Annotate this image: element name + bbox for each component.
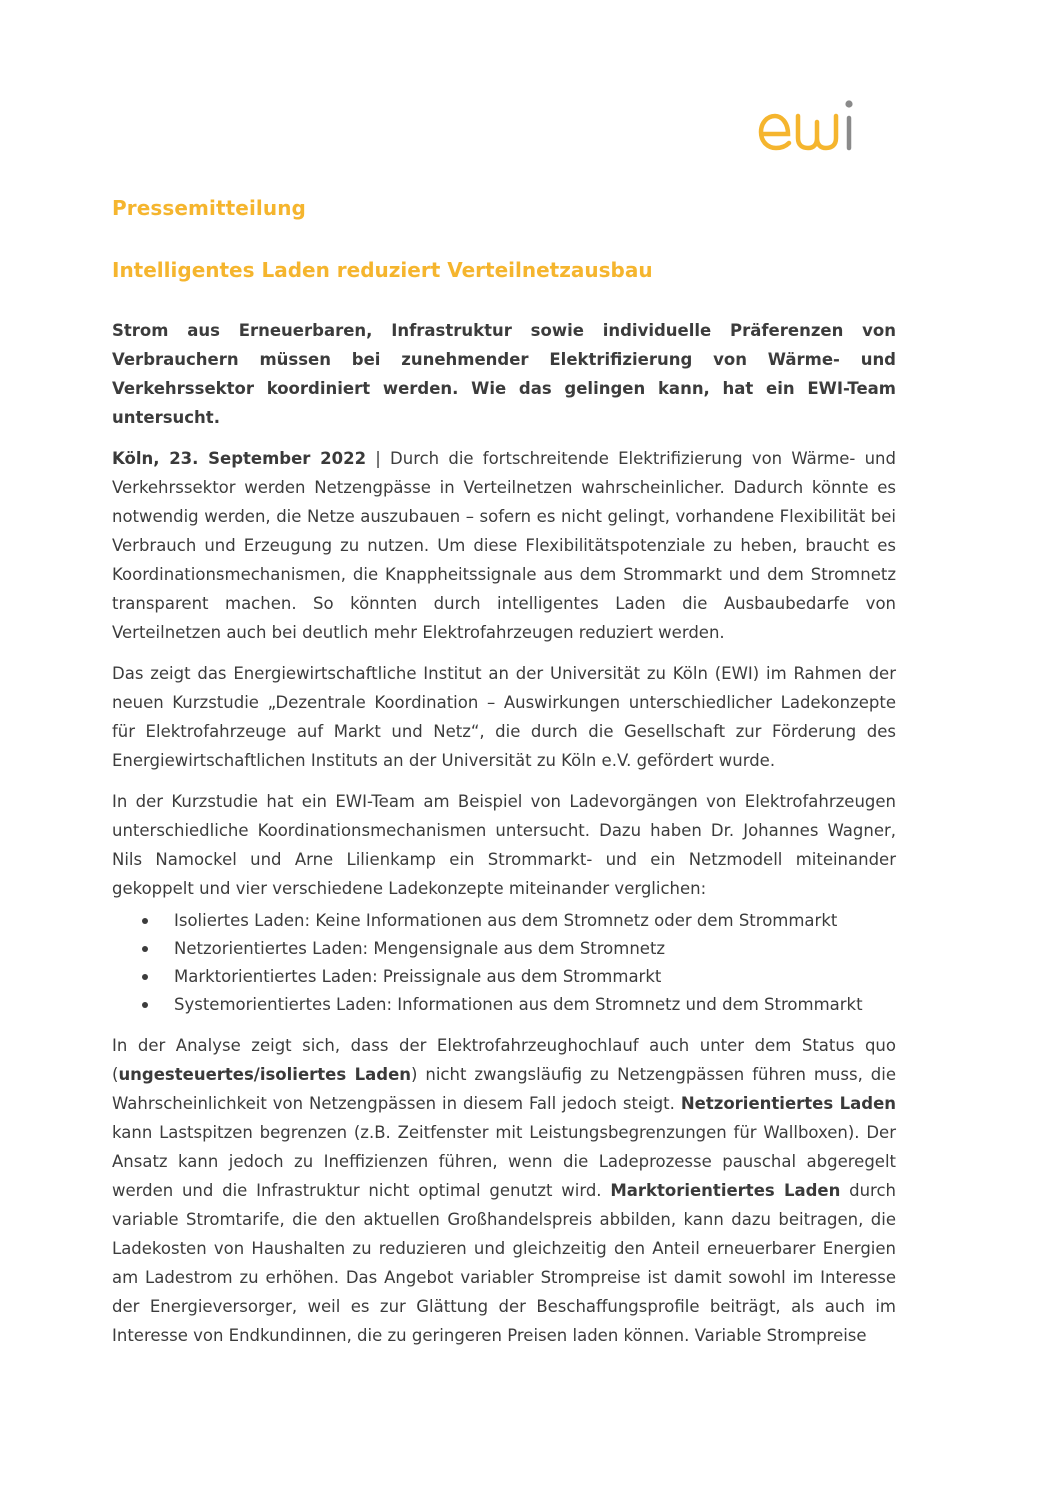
list-item: Systemorientiertes Laden: Informationen aus dem Stromnetz und dem Strommarkt <box>112 991 896 1019</box>
ewi-logo-mark <box>748 92 878 162</box>
list-item: Netzorientiertes Laden: Mengensignale aus dem Stromnetz <box>112 935 896 963</box>
emphasis: ungesteuertes/isoliertes Laden <box>118 1065 412 1084</box>
ewi-logo <box>748 92 878 162</box>
lead-paragraph: Strom aus Erneuerbaren, Infrastruktur sowie individuelle Präferenzen von Verbrauchern müssen bei zunehmender Elektrifizierung von Wärme- und Verkehrssektor koordiniert werden. Wie das gelingen kann, hat ein EWI-Team untersucht. <box>112 321 896 427</box>
emphasis: Marktorientiertes Laden <box>610 1181 841 1200</box>
paragraph-3: In der Kurzstudie hat ein EWI-Team am Beispiel von Ladevorgängen von Elektrofahrzeugen unterschiedliche Koordinationsmechanismen untersucht. Dazu haben Dr. Johannes Wagner, Nils Namockel und Arne Lilienkamp ein Strommarkt- und ein Netzmodell miteinander gekoppelt und vier verschiedene Ladekonzepte miteinander verglichen: <box>112 792 896 898</box>
paragraph-1-text: Durch die fortschreitende Elektrifizierung von Wärme- und Verkehrssektor werden Netzengpässe in Verteilnetzen wahrscheinlicher. Dadurch könnte es notwendig werden, die Netze auszubauen – sofern es nicht gelingt, vorhandene Flexibilität bei Verbrauch und Erzeugung zu nutzen. Um diese Flexibilitätspotenziale zu heben, braucht es Koordinationsmechanismen, die Knappheitssignale aus dem Strommarkt und dem Stromnetz transparent machen. So könnten durch intelligentes Laden die Ausbaubedarfe von Verteilnetzen auch bei deutlich mehr Elektrofahrzeugen reduziert werden. <box>112 449 896 642</box>
press-release <box>112 196 896 1350</box>
list-item: Isoliertes Laden: Keine Informationen aus dem Stromnetz oder dem Strommarkt <box>112 907 896 935</box>
paragraph-1 <box>112 444 896 647</box>
bullet-icon <box>142 1002 148 1008</box>
list-item: Marktorientiertes Laden: Preissignale aus dem Strommarkt <box>112 963 896 991</box>
charging-concepts-list <box>112 907 896 1019</box>
emphasis: Netzorientiertes Laden <box>680 1094 897 1113</box>
dateline-separator: | <box>366 449 391 468</box>
bullet-icon <box>142 946 148 952</box>
document-title: Intelligentes Laden reduziert Verteilnetzausbau <box>112 258 653 282</box>
paragraph-2: Das zeigt das Energiewirtschaftliche Institut an der Universität zu Köln (EWI) im Rahmen der neuen Kurzstudie „Dezentrale Koordination – Auswirkungen unterschiedlicher Ladekonzepte für Elektrofahrzeuge auf Markt und Netz“, die durch die Gesellschaft zur Förderung des Energiewirtschaftlichen Instituts an der Universität zu Köln e.V. gefördert wurde. <box>112 664 896 770</box>
bullet-icon <box>142 918 148 924</box>
dateline: Köln, 23. September 2022 <box>112 449 367 468</box>
bullet-icon <box>142 974 148 980</box>
paragraph-4: In der Analyse zeigt sich, dass der Elektrofahrzeughochlauf auch unter dem Status quo (ungesteuertes/isoliertes Laden) nicht zwangsläufig zu Netzengpässen führen muss, die Wahrscheinlichkeit von Netzengpässen in diesem Fall jedoch steigt. Netzorientiertes Laden kann Lastspitzen begrenzen (z.B. Zeitfenster mit Leistungsbegrenzungen für Wallboxen). Der Ansatz kann jedoch zu Ineffizienzen führen, wenn die Ladeprozesse pauschal abgeregelt werden und die Infrastruktur nicht optimal genutzt wird. Marktorientiertes Laden durch variable Stromtarife, die den aktuellen Großhandelspreis abbilden, kann dazu beitragen, die Ladekosten von Haushalten zu reduzieren und gleichzeitig den Anteil erneuerbarer Energien am Ladestrom zu erhöhen. Das Angebot variabler Strompreise ist damit sowohl im Interesse der Energieversorger, weil es zur Glättung der Beschaffungsprofile beiträgt, als auch im Interesse von Endkundinnen, die zu geringeren Preisen laden können. Variable Strompreise <box>112 1036 897 1345</box>
document-heading: Pressemitteilung <box>112 196 306 220</box>
